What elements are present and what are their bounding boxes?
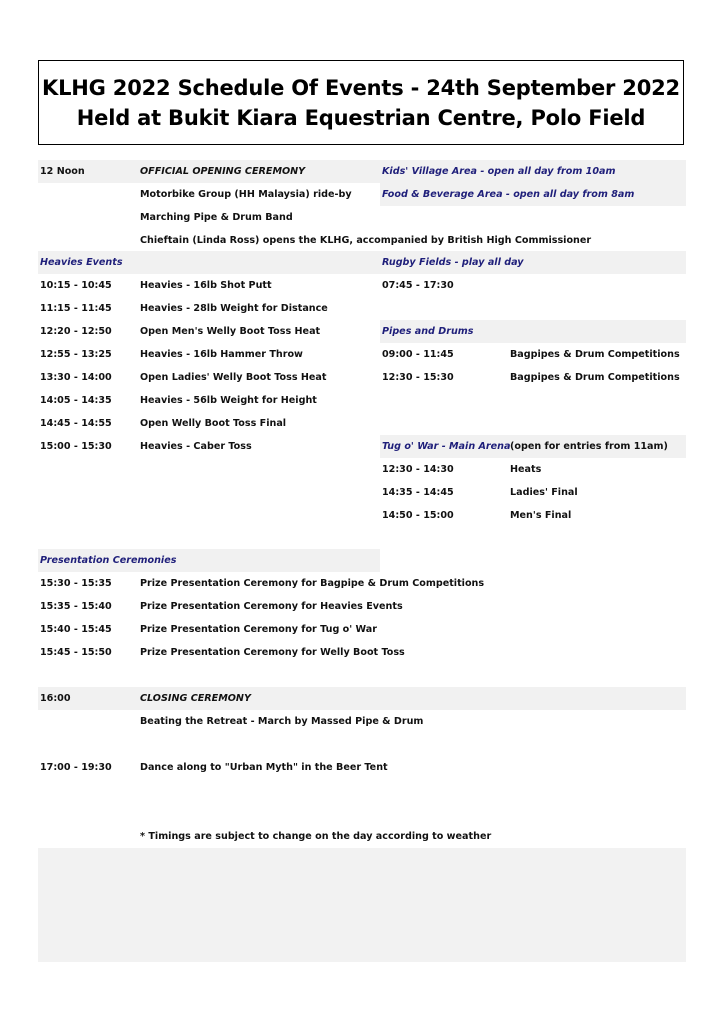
opening-item: Marching Pipe & Drum Band (140, 212, 293, 223)
heavies-event: Heavies - Caber Toss (140, 441, 252, 452)
band-heavies-header (38, 251, 686, 274)
heavies-time: 15:00 - 15:30 (40, 441, 112, 452)
rugby-time: 07:45 - 17:30 (382, 280, 454, 291)
footnote: * Timings are subject to change on the day according to weather (140, 831, 492, 842)
closing-item: Beating the Retreat - March by Massed Pipe & Drum (140, 716, 424, 727)
heavies-time: 11:15 - 11:45 (40, 303, 112, 314)
pipes-time: 09:00 - 11:45 (382, 349, 454, 360)
page-title: KLHG 2022 Schedule Of Events - 24th September 2022 (42, 76, 680, 100)
heavies-time: 14:45 - 14:55 (40, 418, 112, 429)
heavies-event: Heavies - 16lb Hammer Throw (140, 349, 303, 360)
opening-time: 12 Noon (40, 166, 85, 177)
tug-event: Ladies' Final (510, 487, 578, 498)
pipes-time: 12:30 - 15:30 (382, 372, 454, 383)
heavies-event: Heavies - 16lb Shot Putt (140, 280, 272, 291)
tug-note: (open for entries from 11am) (510, 441, 668, 452)
heavies-header: Heavies Events (40, 257, 123, 268)
heavies-time: 12:55 - 13:25 (40, 349, 112, 360)
presentations-header: Presentation Ceremonies (40, 555, 177, 566)
presentation-event: Prize Presentation Ceremony for Tug o' War (140, 624, 377, 635)
food-area: Food & Beverage Area - open all day from 8am (382, 189, 635, 200)
blank-area (38, 848, 686, 962)
heavies-time: 10:15 - 10:45 (40, 280, 112, 291)
closing-label: CLOSING CEREMONY (140, 693, 251, 704)
heavies-time: 12:20 - 12:50 (40, 326, 112, 337)
dance-event: Dance along to "Urban Myth" in the Beer Tent (140, 762, 388, 773)
pipes-header: Pipes and Drums (382, 326, 474, 337)
heavies-event: Open Men's Welly Boot Toss Heat (140, 326, 321, 337)
presentation-time: 15:35 - 15:40 (40, 601, 112, 612)
opening-label: OFFICIAL OPENING CEREMONY (140, 166, 306, 177)
opening-item: Chieftain (Linda Ross) opens the KLHG, accompanied by British High Commissioner (140, 235, 592, 246)
tug-header: Tug o' War - Main Arena (382, 441, 511, 452)
band-closing (38, 687, 686, 710)
pipes-event: Bagpipes & Drum Competitions (510, 372, 680, 383)
heavies-event: Heavies - 28lb Weight for Distance (140, 303, 328, 314)
presentation-event: Prize Presentation Ceremony for Heavies Events (140, 601, 403, 612)
page-subtitle: Held at Bukit Kiara Equestrian Centre, Polo Field (76, 106, 646, 130)
dance-time: 17:00 - 19:30 (40, 762, 112, 773)
opening-item: Motorbike Group (HH Malaysia) ride-by (140, 189, 352, 200)
kids-area: Kids' Village Area - open all day from 10am (382, 166, 616, 177)
title-box (38, 60, 684, 145)
rugby-header: Rugby Fields - play all day (382, 257, 524, 268)
presentation-event: Prize Presentation Ceremony for Bagpipe & Drum Competitions (140, 578, 485, 589)
heavies-event: Open Welly Boot Toss Final (140, 418, 287, 429)
closing-time: 16:00 (40, 693, 71, 704)
heavies-event: Heavies - 56lb Weight for Height (140, 395, 317, 406)
heavies-time: 13:30 - 14:00 (40, 372, 112, 383)
presentation-time: 15:30 - 15:35 (40, 578, 112, 589)
presentation-time: 15:40 - 15:45 (40, 624, 112, 635)
pipes-event: Bagpipes & Drum Competitions (510, 349, 680, 360)
tug-time: 14:50 - 15:00 (382, 510, 454, 521)
heavies-time: 14:05 - 14:35 (40, 395, 112, 406)
tug-event: Men's Final (510, 510, 572, 521)
presentation-event: Prize Presentation Ceremony for Welly Boot Toss (140, 647, 405, 658)
tug-time: 14:35 - 14:45 (382, 487, 454, 498)
presentation-time: 15:45 - 15:50 (40, 647, 112, 658)
tug-time: 12:30 - 14:30 (382, 464, 454, 475)
heavies-event: Open Ladies' Welly Boot Toss Heat (140, 372, 327, 383)
tug-event: Heats (510, 464, 542, 475)
